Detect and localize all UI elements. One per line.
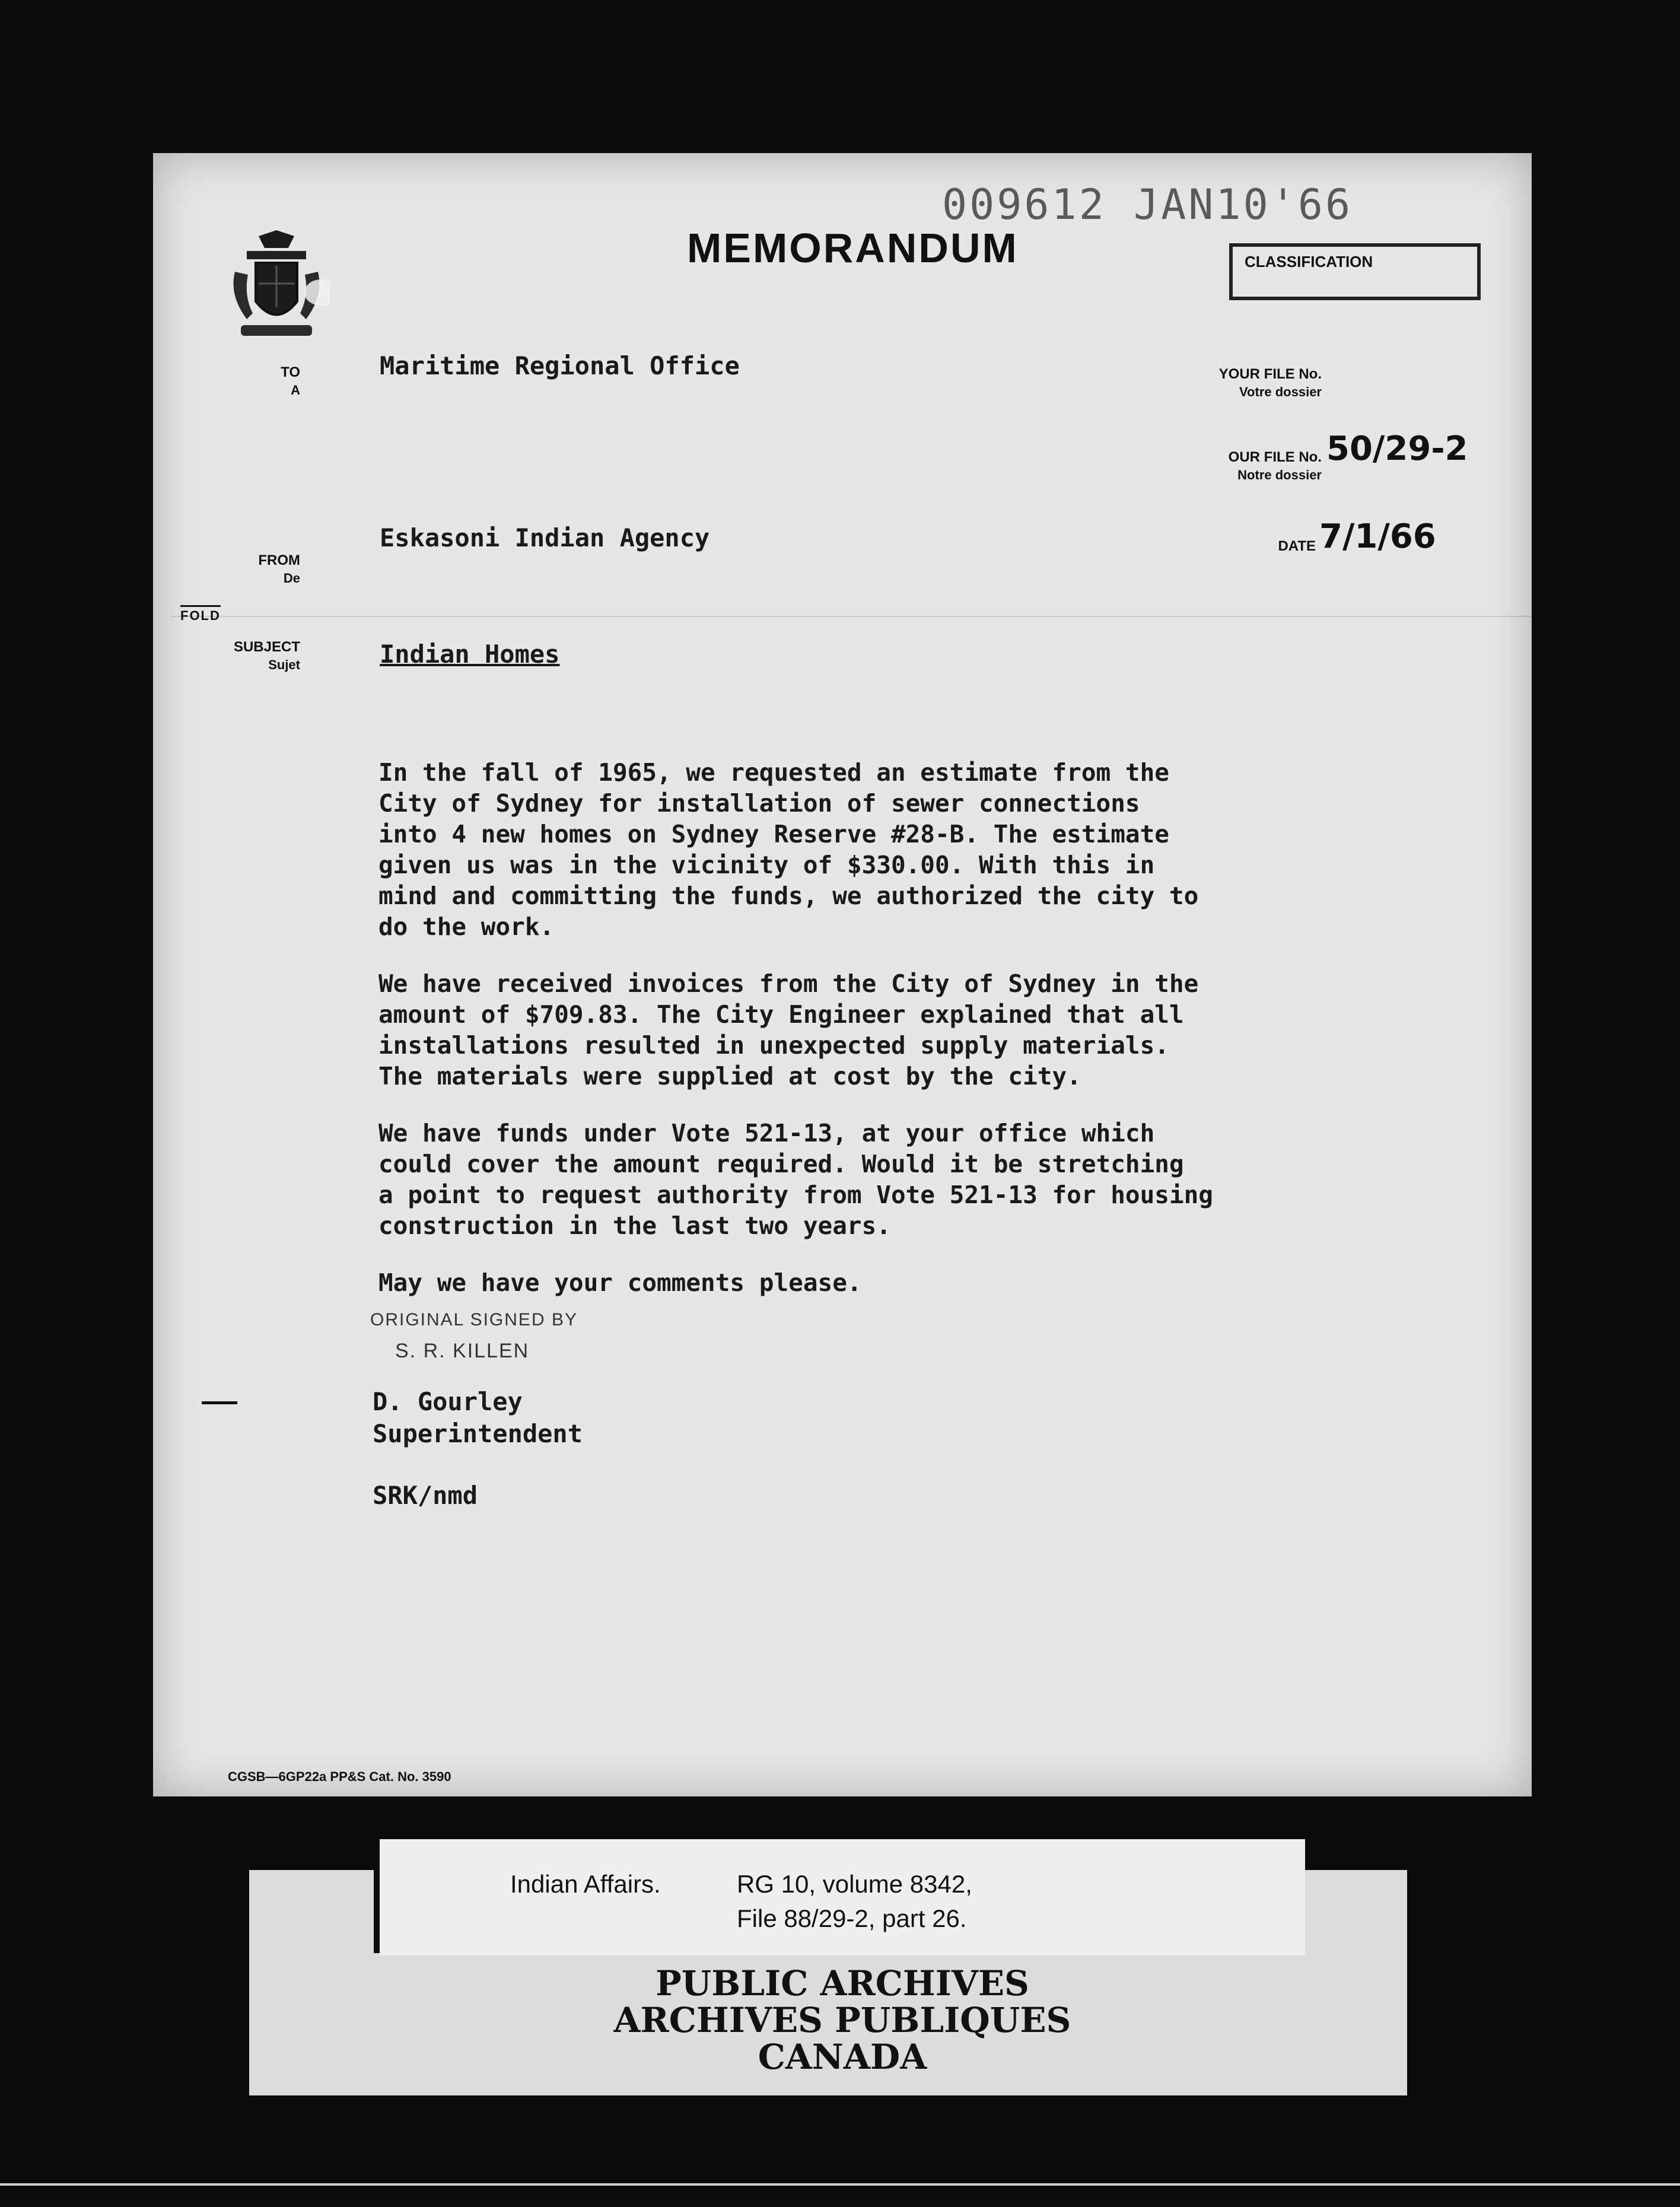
subject-label-fr: Sujet xyxy=(268,657,300,672)
to-label-fr: A xyxy=(291,383,300,397)
margin-mark xyxy=(202,1401,237,1404)
archive-line-2: ARCHIVES PUBLIQUES xyxy=(613,2000,1071,2040)
public-archives-stamp xyxy=(534,1965,1151,2075)
our-file-number: 50/29-2 xyxy=(1326,430,1468,468)
from-value: Eskasoni Indian Agency xyxy=(380,523,710,552)
from-label xyxy=(205,552,300,587)
archive-reference-line-2: File 88/29-2, part 26. xyxy=(737,1904,967,1932)
archive-reference-label xyxy=(380,1839,1305,1955)
body-paragraph-3: We have funds under Vote 521-13, at your office which could cover the amount required. Would it be stretching a point to request authority from Vote 521-13 for housing construction in the last two years. xyxy=(378,1119,1213,1240)
classification-box xyxy=(1229,243,1481,300)
signatory-name: D. Gourley xyxy=(373,1387,523,1416)
fold-line xyxy=(171,616,1532,617)
archive-source: Indian Affairs. xyxy=(510,1870,661,1898)
classification-label: CLASSIFICATION xyxy=(1245,253,1373,271)
fold-label: FOLD xyxy=(180,605,221,624)
body-paragraph-4: May we have your comments please. xyxy=(378,1268,862,1297)
archive-reference-line-1: RG 10, volume 8342, xyxy=(737,1870,972,1898)
body-paragraph-2: We have received invoices from the City of Sydney in the amount of $709.83. The City Engineer explained that all installations resulted in unexpected supply materials. The materials were supplied at cost by the city. xyxy=(378,969,1199,1090)
signatory-title: Superintendent xyxy=(373,1419,583,1448)
to-label xyxy=(205,364,300,399)
original-signed-stamp: ORIGINAL SIGNED BY xyxy=(370,1310,578,1330)
date-value: 7/1/66 xyxy=(1319,517,1436,556)
memo-body xyxy=(378,757,1458,1324)
subject-label xyxy=(205,638,300,674)
archive-line-1: PUBLIC ARCHIVES xyxy=(656,1963,1029,2004)
archive-line-3: CANADA xyxy=(758,2037,927,2077)
memorandum-page xyxy=(153,153,1532,1796)
your-file-label xyxy=(1120,365,1322,401)
signer-stamp: S. R. KILLEN xyxy=(395,1340,530,1362)
subject-value: Indian Homes xyxy=(380,640,560,669)
reference-initials: SRK/nmd xyxy=(373,1481,478,1510)
body-paragraph-1: In the fall of 1965, we requested an estimate from the City of Sydney for installation of sewer connections into 4 new homes on Sydney Reserve #28-B. The estimate given us was in the vicinity of $330.00. With this in mind and committing the funds, we authorized the city to do the work. xyxy=(378,758,1199,941)
memo-title: MEMORANDUM xyxy=(687,225,1019,271)
coat-of-arms-icon xyxy=(223,230,330,349)
to-value: Maritime Regional Office xyxy=(380,351,740,380)
from-label-fr: De xyxy=(283,571,300,586)
to-label-en: TO xyxy=(281,364,300,380)
date-label: DATE xyxy=(1278,538,1316,554)
your-file-label-fr: Votre dossier xyxy=(1239,384,1322,399)
your-file-label-en: YOUR FILE No. xyxy=(1218,366,1322,382)
film-edge xyxy=(0,2183,1680,2186)
our-file-label-en: OUR FILE No. xyxy=(1228,449,1322,465)
our-file-label xyxy=(1120,449,1322,484)
from-label-en: FROM xyxy=(258,552,300,568)
date-received-stamp: 009612 JAN10'66 xyxy=(942,180,1353,229)
our-file-label-fr: Notre dossier xyxy=(1237,468,1322,482)
subject-label-en: SUBJECT xyxy=(233,639,300,655)
form-code: CGSB—6GP22a PP&S Cat. No. 3590 xyxy=(228,1769,451,1784)
